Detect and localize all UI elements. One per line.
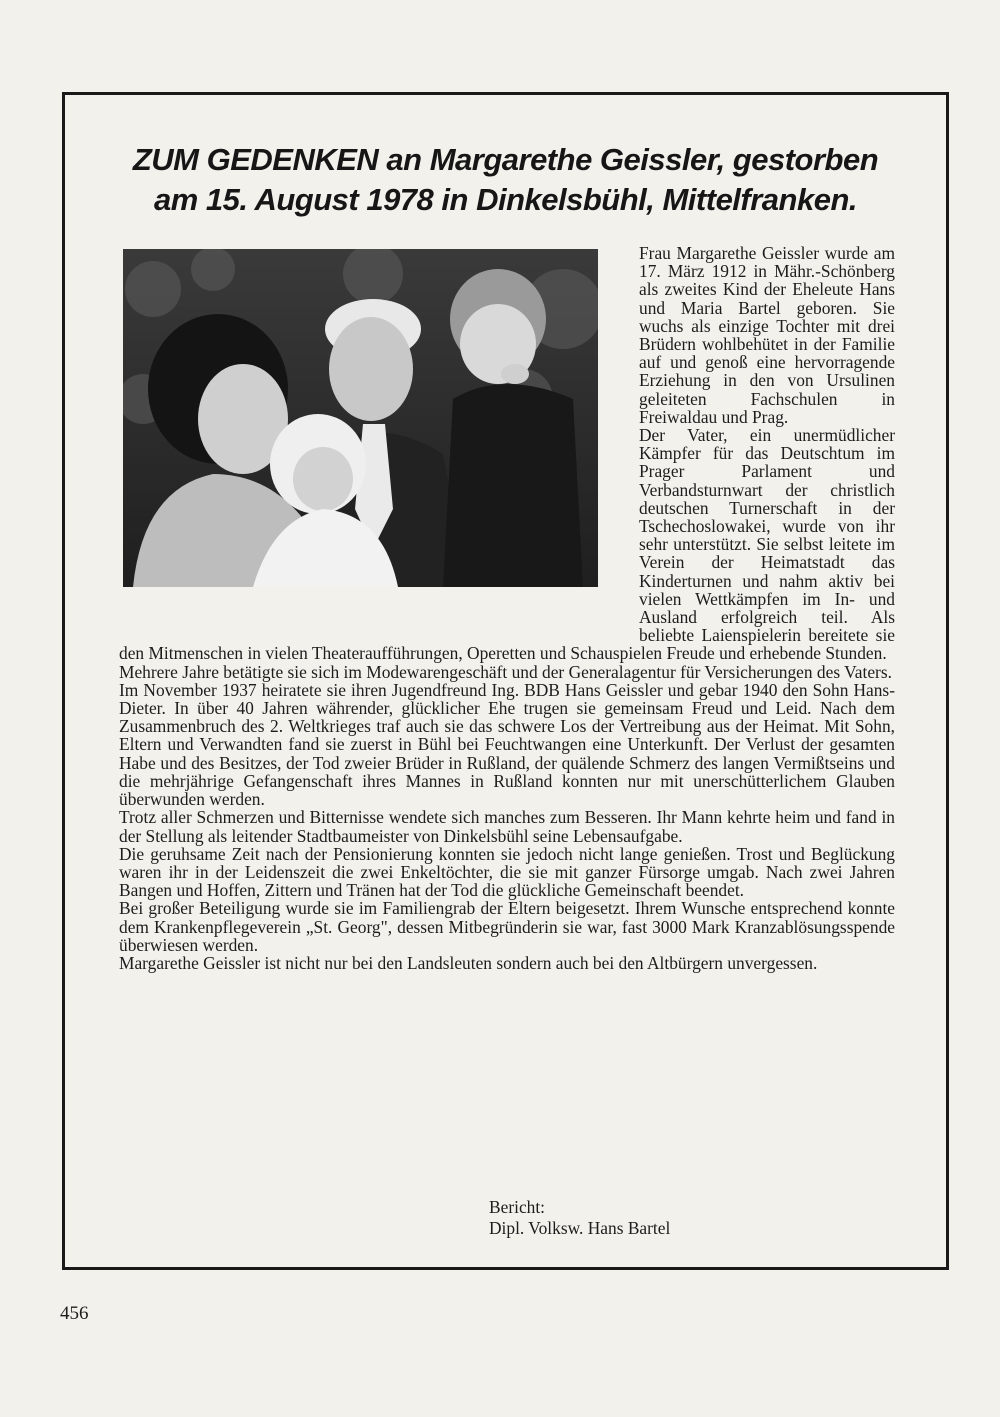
page-number: 456 [60,1303,89,1324]
paragraph-retirement: Die geruhsame Zeit nach der Pensionierung konnten sie jedoch nicht lange genießen. Trost und Beglückung waren ihr in der Leidenszeit die zwei Enkeltöchter, die sie mit ganzer Fürsorge umgab. Nach zwei Jahren Bangen und Hoffen, Zittern und Tränen hat der Tod die glückliche Gemeinschaft beendet. [119,843,895,901]
paragraph-birth: Frau Margarethe Geissler wurde am 17. März 1912 in Mähr.-Schönberg als zweites Kind der Eheleute Hans und Maria Bartel geboren. Sie wuchs als einzige Tochter mit drei Brüdern wohlbehütet in der Familie auf und genoß eine hervorragende Erziehung in den von Ursulinen geleiteten Fachschulen in Freiwaldau und Prag. [639,243,895,427]
memorial-text [119,244,895,972]
paragraph-remembrance: Margarethe Geissler ist nicht nur bei den Landsleuten sondern auch bei den Altbürgern unvergessen. [119,952,818,973]
signature-label: Bericht: [489,1197,546,1217]
signature-author: Dipl. Volksw. Hans Bartel [489,1218,671,1238]
paragraph-marriage: Im November 1937 heiratete sie ihren Jugendfreund Ing. BDB Hans Geissler und gebar 1940 den Sohn Hans-Dieter. In über 40 Jahren währender, glücklicher Ehe trugen sie gemeinsam Freud und Leid. Nach dem Zusammenbruch des 2. Weltkrieges traf auch sie das schwere Los der Vertreibung aus der Heimat. Mit Sohn, Eltern und Verwandten fand sie zuerst in Bühl bei Feuchtwangen eine Unterkunft. Der Verlust der gesamten Habe und des Besitzes, der Tod zweier Brüder in Rußland, der quälende Schmerz des langen Vermißtseins und die mehrjährige Gefangenschaft ihres Mannes in Rußland konnten nur mit unerschütterlichem Glauben überwunden werden. [119,679,895,810]
paragraph-business: Mehrere Jahre betätigte sie sich im Modewarengeschäft und der Generalagentur für Versicherungen des Vaters. [119,661,892,682]
paragraph-burial: Bei großer Beteiligung wurde sie im Familiengrab der Eltern beigesetzt. Ihrem Wunsche entsprechend konnte dem Krankenpflegeverein „St. Georg", dessen Mitbegründerin sie war, fast 3000 Mark Kranzablösungsspende überwiesen werden. [119,898,895,955]
headline-line-2: am 15. August 1978 in Dinkelsbühl, Mittelfranken. [153,182,858,217]
paragraph-return: Trotz aller Schmerzen und Bitternisse wendete sich manches zum Besseren. Ihr Mann kehrte heim und fand in der Stellung als leitender Stadtbaumeister von Dinkelsbühl seine Lebensaufgabe. [119,807,895,846]
paragraph-father: Der Vater, ein unermüdlicher Kämpfer für das Deutschtum im Prager Parlament und Verbandsturnwart der christlich deutschen Turnerschaft in der Tschechoslowakei, wurde von ihr sehr unterstützt. Sie selbst leitete im Verein der Heimatstadt das Kinderturnen und nahm aktiv bei vielen Wettkämpfen im In- und Ausland erfolgreich teil. Als beliebte Laienspielerin bereitete sie den Mitmenschen in vielen Theateraufführungen, Operetten und Schauspielen Freude und erhebende Stunden. [119,425,895,664]
headline-line-1: ZUM GEDENKEN an Margarethe Geissler, gestorben [132,142,879,177]
memorial-headline [62,140,949,220]
signature-block [489,1197,670,1239]
